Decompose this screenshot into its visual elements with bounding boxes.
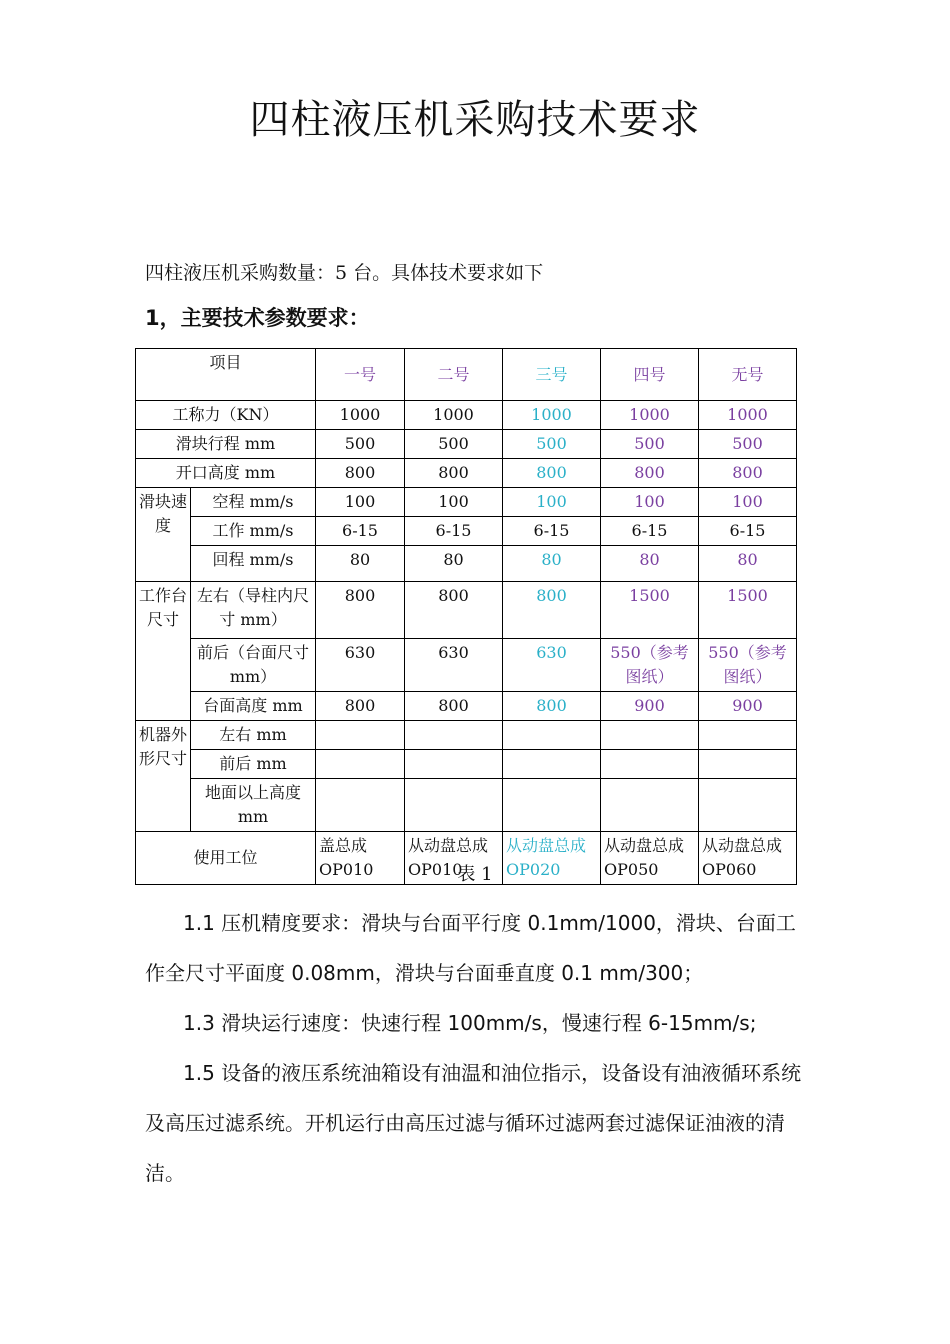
cell: 630: [405, 639, 503, 692]
table-row: [136, 639, 797, 692]
row-label: 台面高度 mm: [191, 692, 316, 721]
row-label: 工作 mm/s: [191, 517, 316, 546]
cell: 80: [503, 546, 601, 582]
table-row: [136, 750, 797, 779]
cell: 800: [405, 459, 503, 488]
cell: 500: [699, 430, 797, 459]
paragraph-1-5: 1.5 设备的液压系统油箱设有油温和油位指示，设备设有油液循环系统及高压过滤系统。开机运行由高压过滤与循环过滤两套过滤保证油液的清洁。: [145, 1061, 802, 1185]
header-col-1: 一号: [316, 349, 405, 401]
cell: 6-15: [405, 517, 503, 546]
row-label: 开口高度 mm: [136, 459, 316, 488]
cell: [503, 750, 601, 779]
cell: 800: [316, 459, 405, 488]
cell: 80: [601, 546, 699, 582]
table-caption: 表 1: [457, 864, 493, 885]
row-label: 回程 mm/s: [191, 546, 316, 582]
cell: [405, 750, 503, 779]
cell: 630: [503, 639, 601, 692]
cell: 从动盘总成 OP050: [601, 832, 699, 885]
header-col-5: 无号: [699, 349, 797, 401]
table-row: [136, 488, 797, 517]
document-title: 四柱液压机采购技术要求: [249, 97, 701, 143]
cell: 630: [316, 639, 405, 692]
table-row: [136, 517, 797, 546]
cell: 800: [503, 582, 601, 639]
cell: 100: [503, 488, 601, 517]
cell: 500: [405, 430, 503, 459]
row-label: 空程 mm/s: [191, 488, 316, 517]
header-col-4: 四号: [601, 349, 699, 401]
cell: 500: [316, 430, 405, 459]
cell: 1000: [699, 401, 797, 430]
cell: 100: [405, 488, 503, 517]
group-label-machine-size: 机器外形尺寸: [136, 721, 191, 832]
cell: 80: [316, 546, 405, 582]
cell: 1000: [316, 401, 405, 430]
cell: 800: [503, 692, 601, 721]
table-row: [136, 721, 797, 750]
cell: [405, 779, 503, 832]
spec-table: [135, 348, 797, 885]
table-row: [136, 692, 797, 721]
cell: 从动盘总成 OP060: [699, 832, 797, 885]
cell: 1000: [503, 401, 601, 430]
cell: 6-15: [601, 517, 699, 546]
cell: [699, 779, 797, 832]
cell: 800: [699, 459, 797, 488]
table-row: [136, 430, 797, 459]
section-heading: 1，主要技术参数要求：: [145, 306, 370, 330]
cell: 1500: [699, 582, 797, 639]
cell: 从动盘总成 OP020: [503, 832, 601, 885]
row-label: 地面以上高度 mm: [191, 779, 316, 832]
cell: 80: [699, 546, 797, 582]
header-col-2: 二号: [405, 349, 503, 401]
table-row: [136, 582, 797, 639]
cell: [699, 721, 797, 750]
cell: 550（参考图纸）: [601, 639, 699, 692]
cell: [699, 750, 797, 779]
cell: 6-15: [699, 517, 797, 546]
cell: [601, 779, 699, 832]
cell: 550（参考图纸）: [699, 639, 797, 692]
row-label: 使用工位: [136, 832, 316, 885]
table-row: [136, 546, 797, 582]
table-row: [136, 459, 797, 488]
cell: [316, 779, 405, 832]
row-label: 左右（导柱内尺寸 mm）: [191, 582, 316, 639]
cell: [503, 721, 601, 750]
cell: 80: [405, 546, 503, 582]
cell: [316, 721, 405, 750]
row-label: 前后 mm: [191, 750, 316, 779]
cell: 800: [601, 459, 699, 488]
table-header-row: [136, 349, 797, 401]
cell: 盖总成 OP010: [316, 832, 405, 885]
cell: 800: [316, 692, 405, 721]
cell: 1000: [601, 401, 699, 430]
cell: 900: [601, 692, 699, 721]
cell: [316, 750, 405, 779]
cell: 从动盘总成 OP010: [405, 832, 503, 885]
paragraph-1-3: 1.3 滑块运行速度：快速行程 100mm/s，慢速行程 6-15mm/s;: [183, 1011, 757, 1035]
cell: [601, 721, 699, 750]
cell: 1000: [405, 401, 503, 430]
table-row: [136, 779, 797, 832]
cell: 100: [601, 488, 699, 517]
cell: 800: [503, 459, 601, 488]
row-label: 前后（台面尺寸 mm）: [191, 639, 316, 692]
cell: 100: [316, 488, 405, 517]
paragraph-1-1: 1.1 压机精度要求：滑块与台面平行度 0.1mm/1000，滑块、台面工作全尺寸平面度 0.08mm，滑块与台面垂直度 0.1 mm/300；: [145, 911, 796, 985]
cell: [405, 721, 503, 750]
row-label: 滑块行程 mm: [136, 430, 316, 459]
intro-text: 四柱液压机采购数量：5 台。具体技术要求如下: [145, 262, 544, 284]
cell: 800: [405, 582, 503, 639]
header-item: 项目: [136, 349, 316, 401]
cell: 6-15: [316, 517, 405, 546]
cell: [503, 779, 601, 832]
row-label: 工称力（KN）: [136, 401, 316, 430]
group-label-table-size: 工作台尺寸: [136, 582, 191, 721]
cell: 900: [699, 692, 797, 721]
group-label-slide-speed: 滑块速度: [136, 488, 191, 582]
row-label: 左右 mm: [191, 721, 316, 750]
cell: 500: [503, 430, 601, 459]
cell: 800: [405, 692, 503, 721]
cell: 500: [601, 430, 699, 459]
table-row: [136, 401, 797, 430]
cell: 1500: [601, 582, 699, 639]
cell: [601, 750, 699, 779]
cell: 800: [316, 582, 405, 639]
cell: 6-15: [503, 517, 601, 546]
cell: 100: [699, 488, 797, 517]
header-col-3: 三号: [503, 349, 601, 401]
